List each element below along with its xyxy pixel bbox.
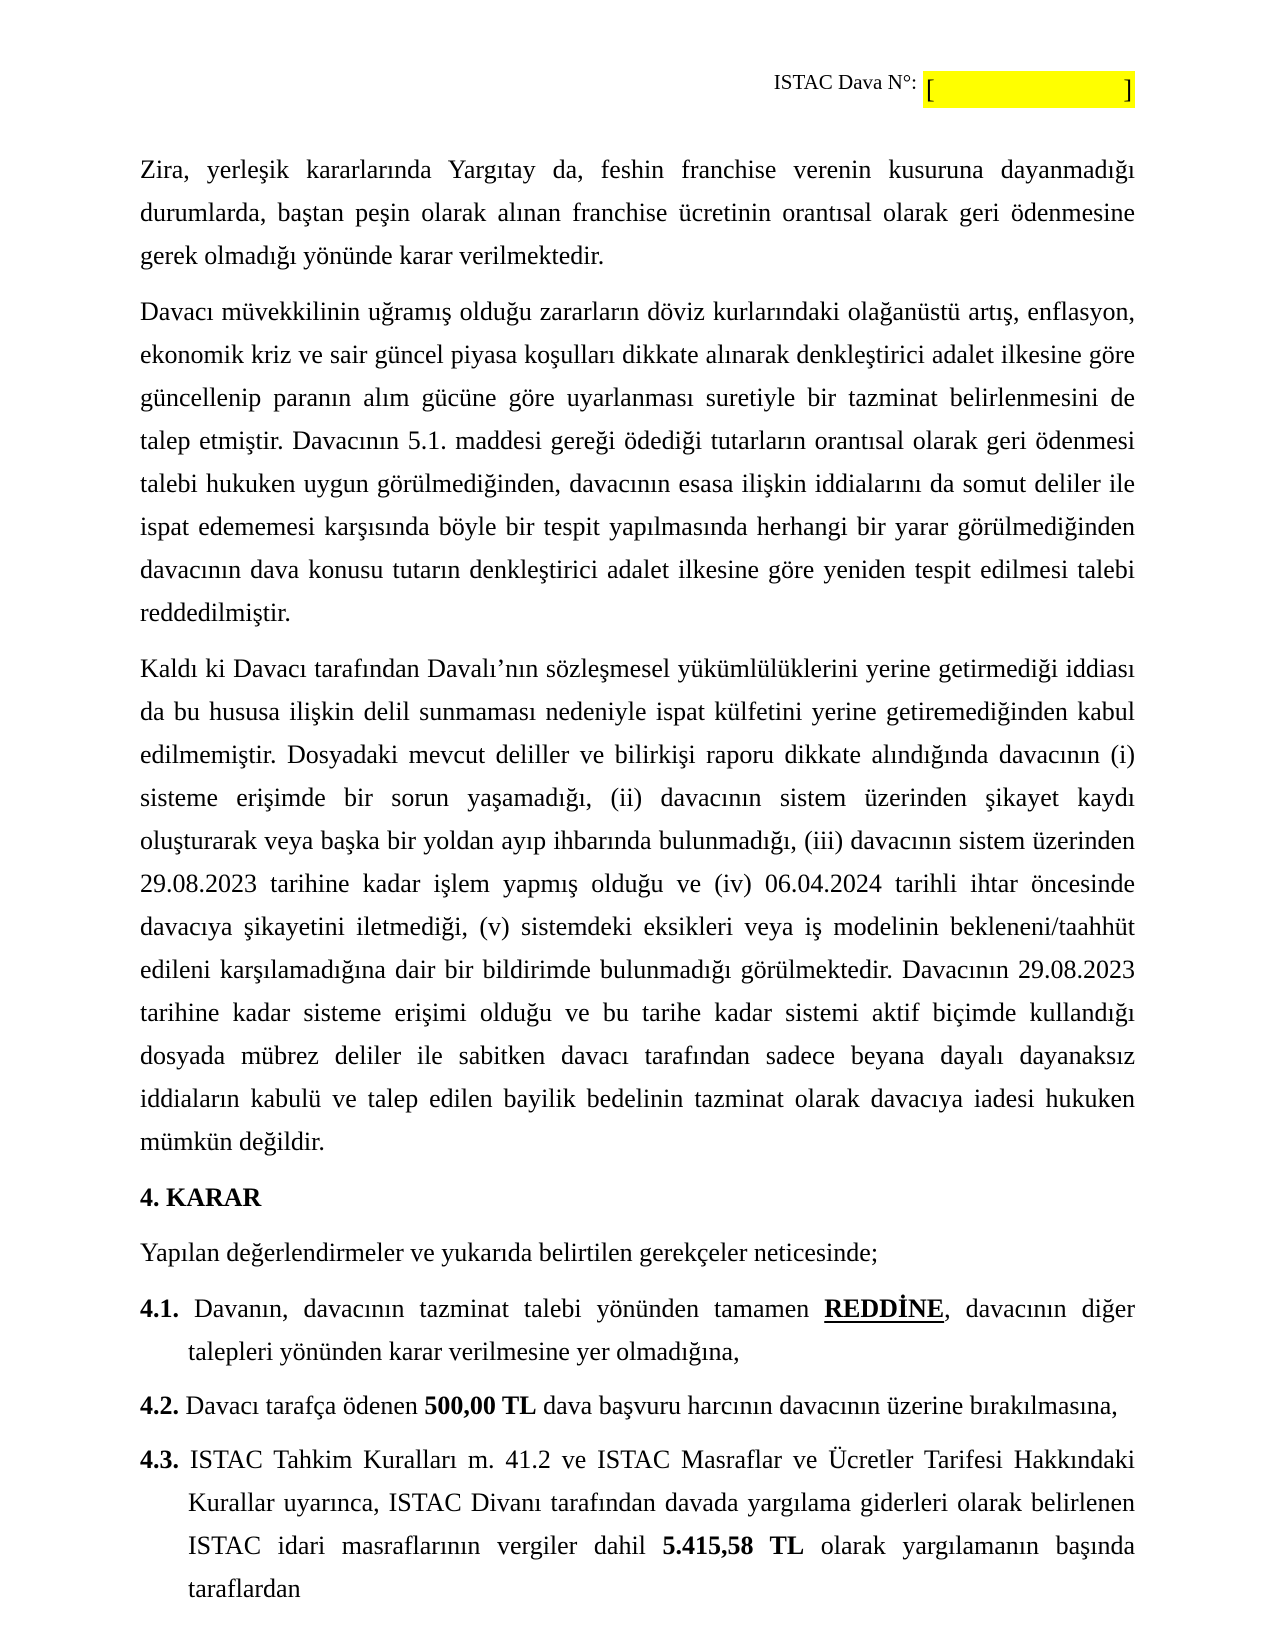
filing-fee-amount: 500,00 TL [424, 1391, 537, 1420]
paragraph-ispat-kulfeti: Kaldı ki Davacı tarafından Davalı’nın sözleşmesel yükümlülüklerini yerine getirmediği iddiası da bu hususa ilişkin delil sunmaması nedeniyle ispat külfetini yerine getiremediğinden kabul edilmemiştir. Dosyadaki mevcut deliller ve bilirkişi raporu dikkate alındığında davacının (i) sisteme erişimde bir sorun yaşamadığı, (ii) davacının sistem üzerinden şikayet kaydı oluşturarak veya başka bir yoldan ayıp ihbarında bulunmadığı, (iii) davacının sistem üzerinden 29.08.2023 tarihine kadar işlem yapmış olduğu ve (iv) 06.04.2024 tarihli ihtar öncesinde davacıya şikayetini iletmediği, (v) sistemdeki eksikleri veya iş modelinin bekleneni/taahhüt edileni karşılamadığına dair bir bildirimde bulunmadığı görülmektedir. Davacının 29.08.2023 tarihine kadar sisteme erişimi olduğu ve bu tarihe kadar sistemi aktif biçimde kullandığı dosyada mübrez deliler ile sabitken davacı tarafından sadece beyana dayalı dayanaksız iddiaların kabulü ve talep edilen bayilik bedelinin tazminat olarak davacıya iadesi hukuken mümkün değildir. [140, 654, 1135, 1156]
paragraph-karar-intro: Yapılan değerlendirmeler ve yukarıda belirtilen gerekçeler neticesinde; [140, 1238, 879, 1267]
decision-item-4-3 [140, 1438, 1135, 1610]
item-4-1-text-before: Davanın, davacının tazminat talebi yönünden tamamen [193, 1294, 825, 1323]
item-4-3-text-before: ISTAC Tahkim Kuralları m. 41.2 ve ISTAC Masraflar ve Ücretler Tarifesi Hakkındaki Kurallar uyarınca, ISTAC Divanı tarafından davada yargılama giderleri olarak belirlenen ISTAC idari masraflarının vergiler dahil [188, 1445, 1135, 1560]
paragraph-yargitay-precedent: Zira, yerleşik kararlarında Yargıtay da, feshin franchise verenin kusuruna dayanmadığı durumlarda, baştan peşin olarak alınan franchise ücretinin orantısal olarak geri ödenmesine gerek olmadığı yönünde karar verilmektedir. [140, 155, 1135, 270]
item-4-1-text-after: , davacının diğer talepleri yönünden karar verilmesine yer olmadığına, [188, 1294, 1135, 1366]
open-bracket-icon: [ [926, 75, 935, 104]
administrative-costs-amount: 5.415,58 TL [662, 1531, 805, 1560]
section-heading-karar: 4. KARAR [140, 1183, 262, 1212]
decision-item-4-1 [140, 1287, 1135, 1373]
item-number-4-3: 4.3. [140, 1445, 179, 1474]
close-bracket-icon: ] [1123, 75, 1132, 104]
decision-item-4-2 [140, 1384, 1135, 1427]
case-number-line [140, 61, 1135, 108]
case-number-field[interactable] [923, 71, 1135, 108]
item-number-4-1: 4.1. [140, 1294, 179, 1323]
case-number-label: ISTAC Dava N°: [773, 70, 917, 94]
item-4-3-text-after: olarak yargılamanın başında taraflardan [188, 1531, 1135, 1603]
item-4-2-text-before: Davacı tarafça ödenen [185, 1391, 425, 1420]
item-number-4-2: 4.2. [140, 1391, 179, 1420]
reddine-emphasis: REDDİNE [824, 1294, 945, 1323]
paragraph-denklestirici-adalet: Davacı müvekkilinin uğramış olduğu zararların döviz kurlarındaki olağanüstü artış, enflasyon, ekonomik kriz ve sair güncel piyasa koşulları dikkate alınarak denkleştirici adalet ilkesine göre güncellenip paranın alım gücüne göre uyarlanması suretiyle bir tazminat belirlenmesini de talep etmiştir. Davacının 5.1. maddesi gereği ödediği tutarların orantısal olarak geri ödenmesi talebi hukuken uygun görülmediğinden, davacının esasa ilişkin iddialarını da somut deliler ile ispat edememesi karşısında böyle bir tespit yapılmasında herhangi bir yarar görülmediğinden davacının dava konusu tutarın denkleştirici adalet ilkesine göre yeniden tespit edilmesi talebi reddedilmiştir. [140, 297, 1135, 627]
item-4-2-text-after: dava başvuru harcının davacının üzerine bırakılmasına, [536, 1391, 1118, 1420]
